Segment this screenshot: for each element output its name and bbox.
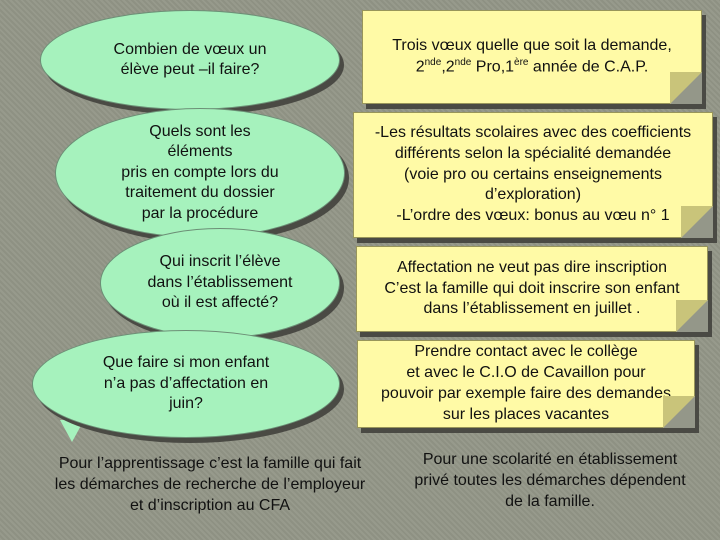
question-bubble-voeux [40, 10, 340, 110]
question-text: Que faire si mon enfant n’a pas d’affectation en juin? [102, 354, 270, 413]
question-bubble-inscription [100, 228, 340, 338]
footer-line: et d’inscription au CFA [129, 496, 291, 514]
answer-note-inscription [356, 246, 708, 332]
answer-line: Affectation ne veut pas dire inscription [396, 258, 668, 276]
page-fold [681, 206, 713, 238]
footer-line: les démarches de recherche de l’employeur [54, 475, 366, 493]
answer-line: sur les places vacantes [442, 405, 610, 423]
answer-note-elements [353, 112, 713, 238]
question-text: Combien de vœux un élève peut –il faire? [113, 40, 267, 78]
footer-line: de la famille. [505, 492, 595, 510]
question-text: Quels sont les éléments pris en compte lors du traitement du dossier par la procédure [121, 122, 279, 222]
answer-line: -L’ordre des vœux: bonus au vœu n° 1 [396, 207, 670, 225]
answer-line: et avec le C.I.O de Cavaillon pour [406, 364, 646, 382]
footer-line: Pour l’apprentissage c’est la famille qui fait [58, 455, 362, 472]
answer-note-voeux [362, 10, 702, 104]
answer-line: différents selon la spécialité demandée [394, 144, 672, 162]
answer-note-affectation [357, 340, 695, 428]
answer-line: -Les résultats scolaires avec des coefficients [374, 124, 692, 141]
answer-line: d’exploration) [484, 186, 582, 204]
answer-line: (voie pro ou certains enseignements [404, 165, 662, 183]
page-fold [670, 72, 702, 104]
answer-line: dans l’établissement en juillet . [423, 300, 641, 318]
answer-line: C’est la famille qui doit inscrire son enfant [384, 279, 680, 297]
question-text: Qui inscrit l’élève dans l’établissement où il est affecté? [147, 253, 293, 312]
answer-line: Trois vœux quelle que soit la demande, [392, 36, 672, 54]
footer-line: privé toutes les démarches dépendent [414, 471, 686, 489]
page-fold [663, 396, 695, 428]
page-fold [676, 300, 708, 332]
answer-line: pouvoir par exemple faire des demandes [381, 385, 671, 402]
question-bubble-elements [55, 108, 345, 238]
answer-line: 2nde,2nde Pro,1ère année de C.A.P. [415, 57, 649, 76]
answer-line: Prendre contact avec le collège [414, 343, 638, 361]
prive-text [394, 450, 706, 512]
apprentissage-text [30, 454, 390, 516]
question-bubble-affectation [32, 330, 340, 438]
footer-line: Pour une scolarité en établissement [422, 451, 678, 468]
